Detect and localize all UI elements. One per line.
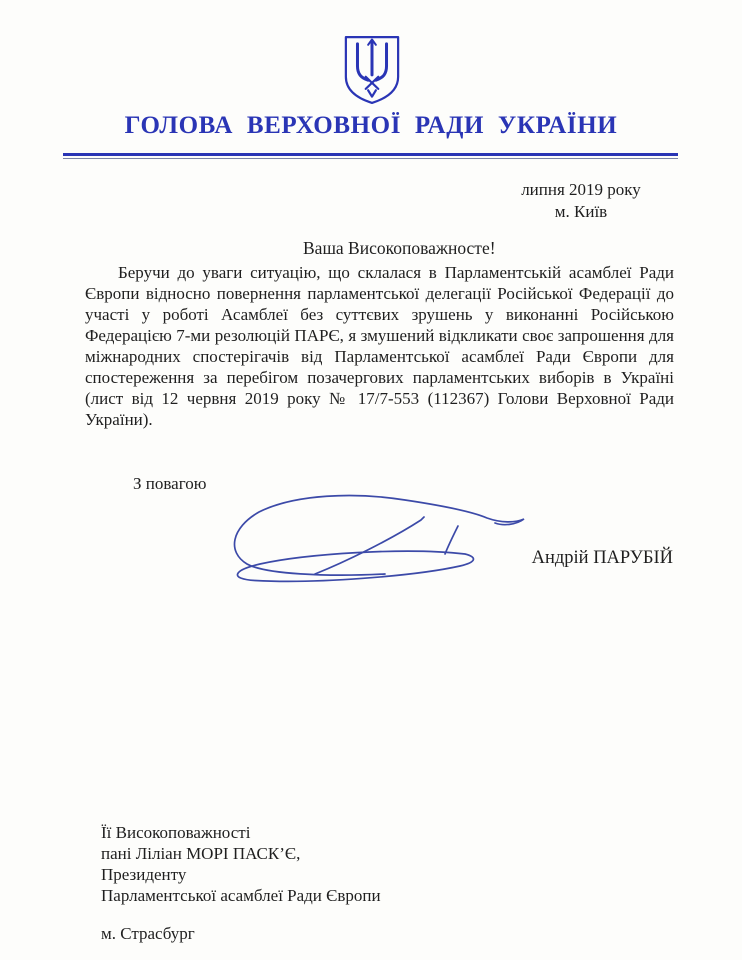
letterhead-divider xyxy=(63,153,678,161)
letter-body-paragraph: Беручи до уваги ситуацію, що склалася в Парламентській асамблеї Ради Європи відносно повернення парламентської делегації Російської Федерації до участі у роботі Асамблеї без суттєвих зрушень у виконанні Російською Федерацією 7-ми резолюцій ПАРЄ, я змушений відкликати своє запрошення для міжнародних спостерігачів від Парламентської асамблеї Ради Європи для спостереження за перебігом позачергових парламентських виборів в Україні (лист від 12 червня 2019 року № 17/7-553 (112367) Голови Верховної Ради України). xyxy=(85,263,674,429)
recipient-block xyxy=(101,822,381,944)
letterhead-title: ГОЛОВА ВЕРХОВНОЇ РАДИ УКРАЇНИ xyxy=(124,112,618,139)
recipient-line-name: пані Ліліан МОРІ ПАСК’Є, xyxy=(101,844,301,863)
dateline xyxy=(505,179,657,223)
date-text: липня 2019 року xyxy=(521,180,641,199)
valediction: З повагою xyxy=(133,474,207,493)
recipient-line-position: Президенту xyxy=(101,865,187,884)
divider-thin-rule xyxy=(63,158,678,159)
salutation: Ваша Високоповажносте! xyxy=(303,238,496,258)
signature-scribble xyxy=(225,492,525,587)
tryzub-emblem-icon xyxy=(342,34,402,106)
divider-thick-rule xyxy=(63,153,678,156)
recipient-line-organization: Парламентської асамблеї Ради Європи xyxy=(101,886,381,905)
recipient-city: м. Страсбург xyxy=(101,924,195,943)
recipient-line-honorific: Її Високоповажності xyxy=(101,823,251,842)
place-text: м. Київ xyxy=(554,202,608,221)
signer-name: Андрій ПАРУБІЙ xyxy=(531,548,673,568)
